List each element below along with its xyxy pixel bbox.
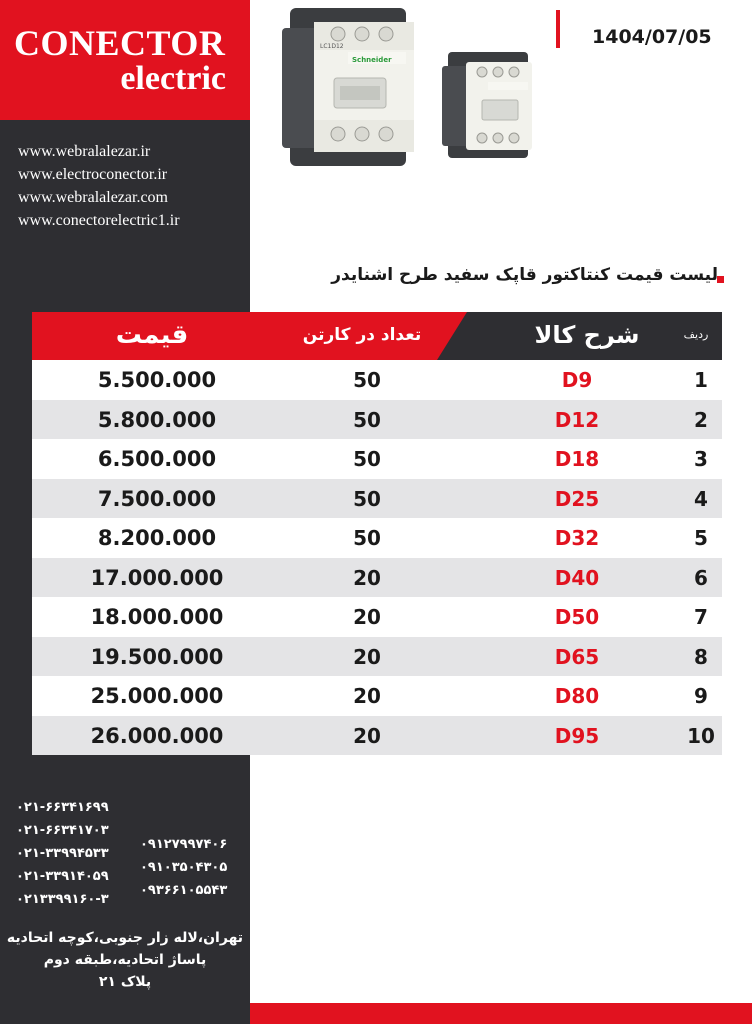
table-row	[32, 400, 722, 440]
count-cell: 20	[353, 565, 381, 590]
phone-number: ۰۲۱-۶۶۳۴۱۷۰۳	[16, 823, 109, 838]
address-line: پلاک ۲۱	[98, 974, 152, 990]
description-cell: D18	[554, 447, 600, 471]
count-cell: 50	[353, 407, 381, 432]
landline-list	[16, 796, 126, 911]
address-line: تهران،لاله زار جنوبی،کوچه اتحادیه	[6, 930, 244, 946]
table-row	[32, 716, 722, 756]
count-cell: 50	[353, 447, 381, 471]
header-description: شرح کالا	[534, 321, 640, 349]
table-row	[32, 518, 722, 558]
table-row	[32, 676, 722, 716]
brand-logo	[0, 0, 250, 120]
price-table	[32, 312, 722, 755]
row-number-cell: 2	[694, 407, 708, 432]
website-link[interactable]: www.electroconector.ir	[18, 166, 168, 183]
description-cell: D40	[554, 565, 600, 590]
description-cell: D80	[554, 684, 600, 708]
table-header	[32, 312, 722, 360]
price-cell: 19.500.000	[90, 644, 224, 669]
phone-number: ۰۲۱-۳۳۹۹۴۵۳۳	[16, 846, 109, 861]
description-cell: D95	[554, 723, 600, 748]
date-accent-bar	[556, 10, 560, 48]
price-cell: 8.200.000	[97, 526, 217, 550]
description-cell: D9	[561, 368, 593, 392]
row-number-cell: 7	[694, 605, 708, 629]
header-price: قیمت	[115, 320, 189, 350]
website-link[interactable]: www.conectorelectric1.ir	[18, 212, 180, 229]
description-cell: D65	[554, 644, 600, 669]
row-number-cell: 4	[694, 486, 708, 511]
description-cell: D25	[554, 486, 600, 511]
mobile-list	[140, 833, 250, 902]
price-cell: 25.000.000	[90, 684, 224, 708]
table-row	[32, 439, 722, 479]
count-cell: 50	[353, 368, 381, 392]
contactor-large-image	[276, 8, 420, 166]
price-cell: 18.000.000	[90, 605, 224, 629]
header-row-number: ردیف	[683, 328, 709, 341]
brand-subtitle: electric	[120, 60, 226, 97]
row-number-cell: 1	[694, 368, 708, 392]
row-number-cell: 6	[694, 565, 708, 590]
count-cell: 20	[353, 605, 381, 629]
table-row	[32, 597, 722, 637]
count-cell: 20	[353, 644, 381, 669]
phone-number: ۰۲۱-۳۳۹۱۴۰۵۹	[16, 869, 109, 884]
website-link[interactable]: www.webralalezar.ir	[18, 143, 151, 160]
phone-number: ۰۹۱۲۷۹۹۷۴۰۶	[140, 837, 228, 852]
table-row	[32, 360, 722, 400]
price-cell: 5.500.000	[97, 368, 217, 392]
date-label: 1404/07/05	[592, 26, 712, 48]
address-block	[0, 927, 250, 993]
footer-accent-bar	[250, 1003, 752, 1024]
row-number-cell: 9	[694, 684, 708, 708]
table-row	[32, 558, 722, 598]
phone-number: ۰۲۱-۶۶۳۴۱۶۹۹	[16, 800, 109, 815]
maker-label: Schneider	[352, 56, 392, 64]
description-cell: D50	[554, 605, 600, 629]
description-cell: D12	[554, 407, 600, 432]
row-number-cell: 10	[687, 723, 715, 748]
header-count: تعداد در کارتن	[302, 325, 422, 345]
table-row	[32, 637, 722, 677]
description-cell: D32	[554, 526, 600, 550]
address-line: پاساژ اتحادیه،طبقه دوم	[43, 952, 207, 968]
contactor-small-image	[438, 52, 536, 158]
count-cell: 20	[353, 684, 381, 708]
row-number-cell: 8	[694, 644, 708, 669]
count-cell: 50	[353, 526, 381, 550]
brand-name: CONECTOR	[14, 23, 226, 63]
price-cell: 6.500.000	[97, 447, 217, 471]
price-cell: 5.800.000	[97, 407, 217, 432]
count-cell: 20	[353, 723, 381, 748]
phone-number: ۰۹۳۶۶۱۰۵۵۴۳	[140, 883, 228, 898]
phone-number: ۰۲۱۳۳۹۹۱۶۰-۳	[16, 892, 109, 907]
title-bullet-icon	[717, 276, 724, 283]
price-cell: 17.000.000	[90, 565, 224, 590]
price-cell: 7.500.000	[97, 486, 217, 511]
price-cell: 26.000.000	[90, 723, 224, 748]
table-row	[32, 479, 722, 519]
model-label: LC1D12	[320, 43, 344, 50]
row-number-cell: 5	[694, 526, 708, 550]
page-title: لیست قیمت کنتاکتور قاپک سفید طرح اشنایدر	[331, 265, 718, 285]
phone-number: ۰۹۱۰۳۵۰۴۳۰۵	[140, 860, 228, 875]
row-number-cell: 3	[694, 447, 708, 471]
count-cell: 50	[353, 486, 381, 511]
website-list	[18, 140, 180, 232]
website-link[interactable]: www.webralalezar.com	[18, 189, 168, 206]
